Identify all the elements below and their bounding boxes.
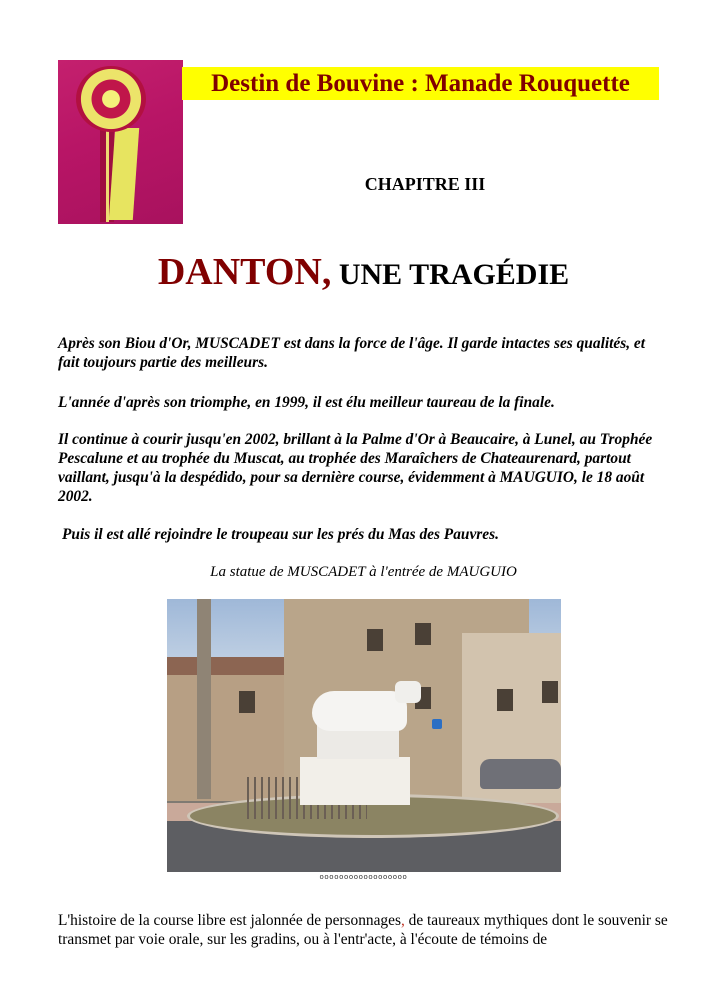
paragraph-1: Après son Biou d'Or, MUSCADET est dans la force de l'âge. Il garde intactes ses qualités, et fait toujours partie des meilleurs. [58, 335, 646, 371]
photo-roof [167, 657, 287, 675]
photo-window [542, 681, 558, 703]
separator-dots: oooooooooooooooooo [319, 873, 408, 881]
heading-name: DANTON, [157, 251, 332, 293]
photo-pedestal [300, 757, 410, 805]
photo-window [239, 691, 255, 713]
photo-car [480, 759, 561, 789]
ribbon-yellow [109, 128, 139, 220]
rosette-image [58, 60, 183, 224]
chapter-label: CHAPITRE III [364, 174, 486, 194]
document-title: Destin de Bouvine : Manade Rouquette [211, 70, 630, 97]
photo-road-sign [432, 719, 442, 729]
closing-text-1: L'histoire de la course libre est jalonnée de personnages [58, 912, 401, 929]
figure-caption: La statue de MUSCADET à l'entrée de MAUGUIO [210, 564, 517, 580]
photo-bull-body [312, 691, 407, 731]
rosette-rings [76, 66, 146, 132]
photo-bull-head [395, 681, 421, 703]
photo-tree [197, 599, 211, 799]
closing-paragraph [58, 911, 678, 949]
photo-window [367, 629, 383, 651]
closing-red-comma: , [400, 912, 405, 929]
ribbon-stick [106, 126, 109, 222]
photo-window [415, 623, 431, 645]
chapter-heading [0, 250, 704, 294]
bull-statue-photo [167, 599, 561, 872]
paragraph-4: Puis il est allé rejoindre le troupeau sur les prés du Mas des Pauvres. [62, 526, 499, 543]
closing-text-2: de taureaux mythiques dont le souvenir se transmet par voie orale, sur les gradins, ou à l'entr'acte, à l'écoute de témoins de [58, 912, 668, 948]
paragraph-3: Il continue à courir jusqu'en 2002, brillant à la Palme d'Or à Beaucaire, à Lunel, au Trophée Pescalune et au trophée du Muscat, au trophée des Maraîchers de Chateaurenard, partout vaillant, jusqu'à la despédido, pour sa dernière course, évidemment à MAUGUIO, le 18 août 2002. [58, 431, 653, 505]
heading-subtitle: UNE TRAGÉDIE [331, 258, 570, 291]
paragraph-2: L'année d'après son triomphe, en 1999, il est élu meilleur taureau de la finale. [58, 394, 555, 411]
photo-window [497, 689, 513, 711]
